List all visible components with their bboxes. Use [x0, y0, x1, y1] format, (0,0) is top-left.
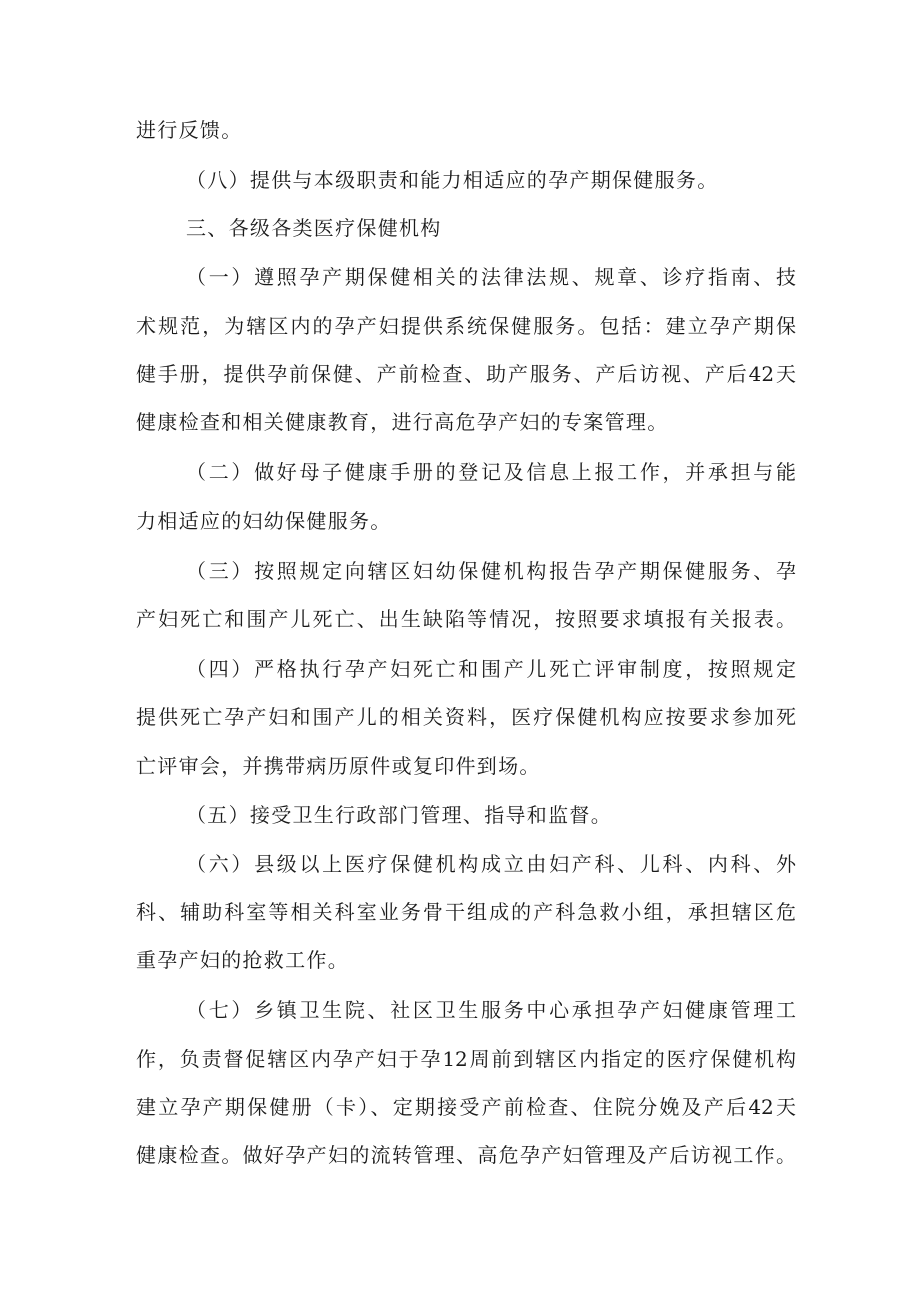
- text-line-9: 力相适应的妇幼保健服务。: [136, 509, 392, 533]
- text-line-18: 重孕产妇的抢救工作。: [136, 948, 349, 972]
- text-line-5: 术规范，为辖区内的孕产妇提供系统保健服务。包括：建立孕产期保: [136, 314, 796, 338]
- text-line-8: （二）做好母子健康手册的登记及信息上报工作，并承担与能: [186, 460, 796, 484]
- text-line-17: 科、辅助科室等相关科室业务骨干组成的产科急救小组，承担辖区危: [136, 900, 796, 924]
- text-line-10: （三）按照规定向辖区妇幼保健机构报告孕产期保健服务、孕: [186, 559, 796, 583]
- text-line-4: （一）遵照孕产期保健相关的法律法规、规章、诊疗指南、技: [186, 265, 796, 289]
- text-line-2: （八）提供与本级职责和能力相适应的孕产期保健服务。: [186, 168, 719, 192]
- section-heading-3: 三、各级各类医疗保健机构: [186, 216, 442, 240]
- text-line-1: 进行反馈。: [136, 118, 243, 142]
- text-line-11: 产妇死亡和围产儿死亡、出生缺陷等情况，按照要求填报有关报表。: [136, 607, 796, 631]
- text-line-12: （四）严格执行孕产妇死亡和围产儿死亡评审制度，按照规定: [186, 657, 796, 681]
- text-line-19: （七）乡镇卫生院、社区卫生服务中心承担孕产妇健康管理工: [186, 998, 796, 1022]
- text-line-15: （五）接受卫生行政部门管理、指导和监督。: [186, 803, 612, 827]
- text-line-14: 亡评审会，并携带病历原件或复印件到场。: [136, 754, 541, 778]
- text-line-7: 健康检查和相关健康教育，进行高危孕产妇的专案管理。: [136, 410, 669, 434]
- text-line-16: （六）县级以上医疗保健机构成立由妇产科、儿科、内科、外: [186, 852, 796, 876]
- text-line-20: 作，负责督促辖区内孕产妇于孕12周前到辖区内指定的医疗保健机构: [136, 1047, 796, 1071]
- text-line-21: 建立孕产期保健册（卡）、定期接受产前检查、住院分娩及产后42天: [136, 1095, 796, 1119]
- text-line-13: 提供死亡孕产妇和围产儿的相关资料，医疗保健机构应按要求参加死: [136, 705, 796, 729]
- text-line-22: 健康检查。做好孕产妇的流转管理、高危孕产妇管理及产后访视工作。: [136, 1143, 796, 1167]
- text-line-6: 健手册，提供孕前保健、产前检查、助产服务、产后访视、产后42天: [136, 362, 796, 386]
